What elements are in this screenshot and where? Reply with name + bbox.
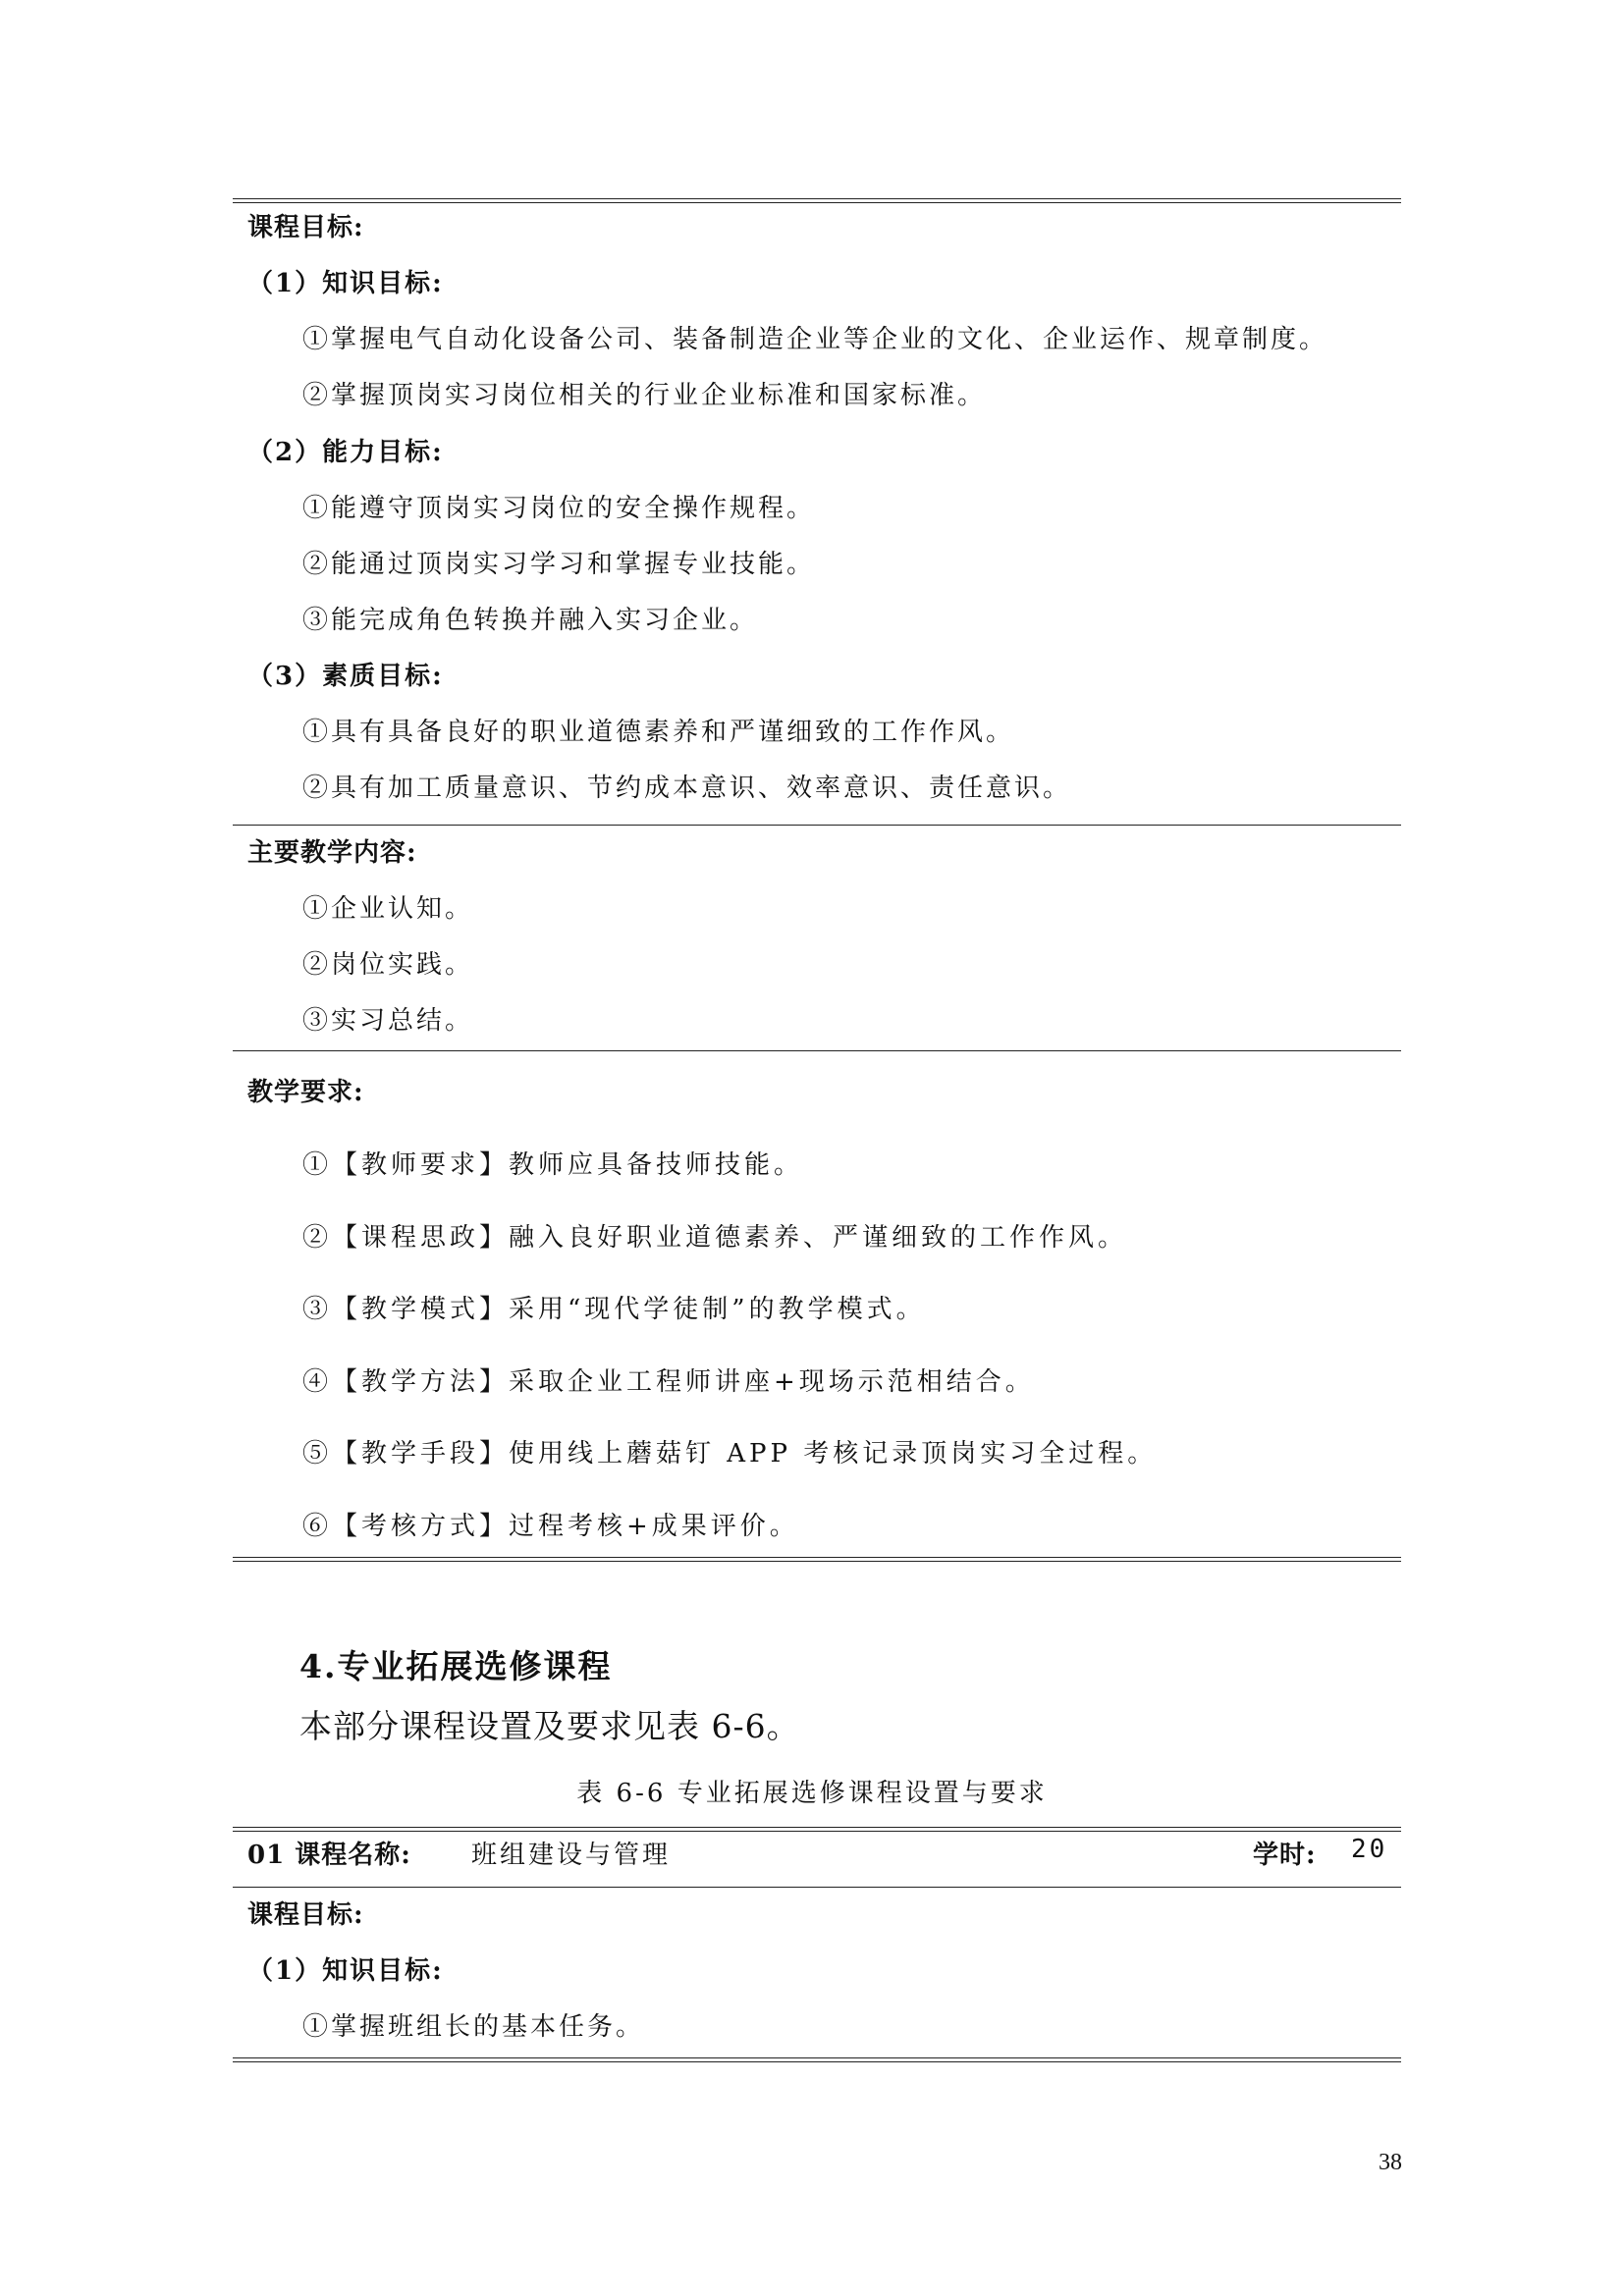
section-title: 4.专业拓展选修课程 bbox=[299, 1647, 613, 1685]
row-divider bbox=[233, 1887, 1401, 1888]
knowledge-goals-title: （1）知识目标: bbox=[247, 1956, 444, 1986]
content-item: ③实习总结。 bbox=[302, 1006, 474, 1036]
knowledge-goal-item: ②掌握顶岗实习岗位相关的行业企业标准和国家标准。 bbox=[302, 381, 987, 410]
table-bottom-border bbox=[233, 2057, 1401, 2062]
quality-goals-title: （3）素质目标: bbox=[247, 662, 444, 691]
requirement-item: ②【课程思政】融入良好职业道德素养、严谨细致的工作作风。 bbox=[302, 1223, 1128, 1253]
row-divider bbox=[233, 825, 1401, 826]
content-item: ①企业认知。 bbox=[302, 894, 474, 924]
requirement-item: ④【教学方法】采取企业工程师讲座+现场示范相结合。 bbox=[302, 1367, 1035, 1397]
table-caption: 表 6-6 专业拓展选修课程设置与要求 bbox=[576, 1779, 1048, 1808]
row-divider bbox=[233, 1050, 1401, 1051]
hours-value: 20 bbox=[1351, 1835, 1388, 1864]
page-number: 38 bbox=[1379, 2150, 1402, 2175]
course-name-label: 01 课程名称: bbox=[247, 1841, 411, 1870]
quality-goal-item: ②具有加工质量意识、节约成本意识、效率意识、责任意识。 bbox=[302, 774, 1072, 803]
requirement-item: ③【教学模式】采用“现代学徒制”的教学模式。 bbox=[302, 1295, 926, 1324]
requirement-item: ⑥【考核方式】过程考核+成果评价。 bbox=[302, 1512, 799, 1541]
knowledge-goal-item: ①掌握电气自动化设备公司、装备制造企业等企业的文化、企业运作、规章制度。 bbox=[302, 325, 1328, 354]
ability-goal-item: ①能遵守顶岗实习岗位的安全操作规程。 bbox=[302, 494, 816, 523]
goals-header: 课程目标: bbox=[247, 213, 364, 242]
table-top-border bbox=[233, 1827, 1401, 1832]
knowledge-goals-title: （1）知识目标: bbox=[247, 269, 444, 298]
course-name-value: 班组建设与管理 bbox=[471, 1841, 672, 1870]
table-top-border bbox=[233, 198, 1401, 203]
section-body: 本部分课程设置及要求见表 6-6。 bbox=[299, 1707, 800, 1745]
table-bottom-border bbox=[233, 1557, 1401, 1562]
hours-label: 学时: bbox=[1253, 1841, 1317, 1870]
ability-goal-item: ③能完成角色转换并融入实习企业。 bbox=[302, 606, 759, 635]
requirement-item: ⑤【教学手段】使用线上蘑菇钉 APP 考核记录顶岗实习全过程。 bbox=[302, 1439, 1158, 1468]
ability-goals-title: （2）能力目标: bbox=[247, 438, 444, 467]
content-item: ②岗位实践。 bbox=[302, 950, 474, 980]
goals-header: 课程目标: bbox=[247, 1900, 364, 1930]
ability-goal-item: ②能通过顶岗实习学习和掌握专业技能。 bbox=[302, 550, 816, 579]
requirement-item: ①【教师要求】教师应具备技师技能。 bbox=[302, 1150, 804, 1180]
content-header: 主要教学内容: bbox=[247, 838, 417, 868]
knowledge-goal-item: ①掌握班组长的基本任务。 bbox=[302, 2012, 645, 2042]
requirements-header: 教学要求: bbox=[247, 1078, 364, 1107]
quality-goal-item: ①具有具备良好的职业道德素养和严谨细致的工作作风。 bbox=[302, 718, 1015, 747]
